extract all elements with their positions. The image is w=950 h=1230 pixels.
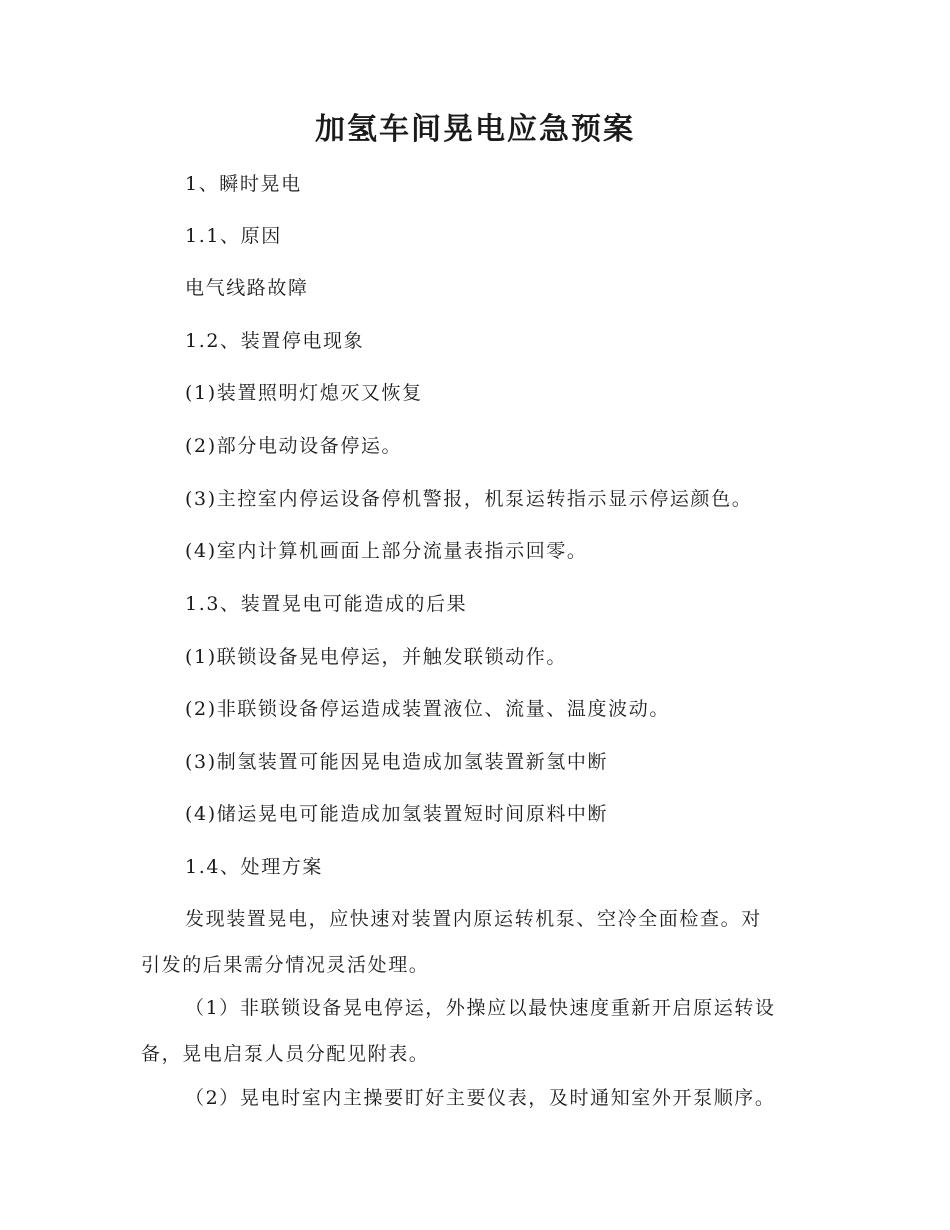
list-item: (4)室内计算机画面上部分流量表指示回零。 xyxy=(185,540,588,562)
paragraph-line: 引发的后果需分情况灵活处理。 xyxy=(141,954,430,976)
list-item: (2)非联锁设备停运造成装置液位、流量、温度波动。 xyxy=(185,698,670,720)
paragraph-line: 备，晃电启泵人员分配见附表。 xyxy=(141,1043,430,1065)
paragraph xyxy=(141,994,811,1068)
heading-1: 1、瞬时晃电 xyxy=(185,173,302,195)
heading-1-1: 1.1、原因 xyxy=(185,225,282,247)
list-item: (3)制氢装置可能因晃电造成加氢装置新氢中断 xyxy=(185,751,609,773)
paragraph-line: 发现装置晃电，应快速对装置内原运转机泵、空冷全面检查。对 xyxy=(185,908,762,930)
body-line: 电气线路故障 xyxy=(185,277,309,299)
list-item: (1)装置照明灯熄灭又恢复 xyxy=(185,382,423,404)
list-item: (2)部分电动设备停运。 xyxy=(185,435,403,457)
paragraph: （2）晃电时室内主操要盯好主要仪表，及时通知室外开泵顺序。 xyxy=(185,1087,776,1109)
heading-1-4: 1.4、处理方案 xyxy=(185,856,324,878)
document-title: 加氢车间晃电应急预案 xyxy=(315,112,635,147)
heading-1-2: 1.2、装置停电现象 xyxy=(185,330,365,352)
heading-1-3: 1.3、装置晃电可能造成的后果 xyxy=(185,593,468,615)
list-item: (3)主控室内停运设备停机警报，机泵运转指示显示停运颜色。 xyxy=(185,488,753,510)
list-item: (1)联锁设备晃电停运，并触发联锁动作。 xyxy=(185,646,567,668)
paragraph-line: （1）非联锁设备晃电停运，外操应以最快速度重新开启原运转设 xyxy=(185,997,776,1019)
paragraph xyxy=(141,905,811,979)
list-item: (4)储运晃电可能造成加氢装置短时间原料中断 xyxy=(185,803,609,825)
